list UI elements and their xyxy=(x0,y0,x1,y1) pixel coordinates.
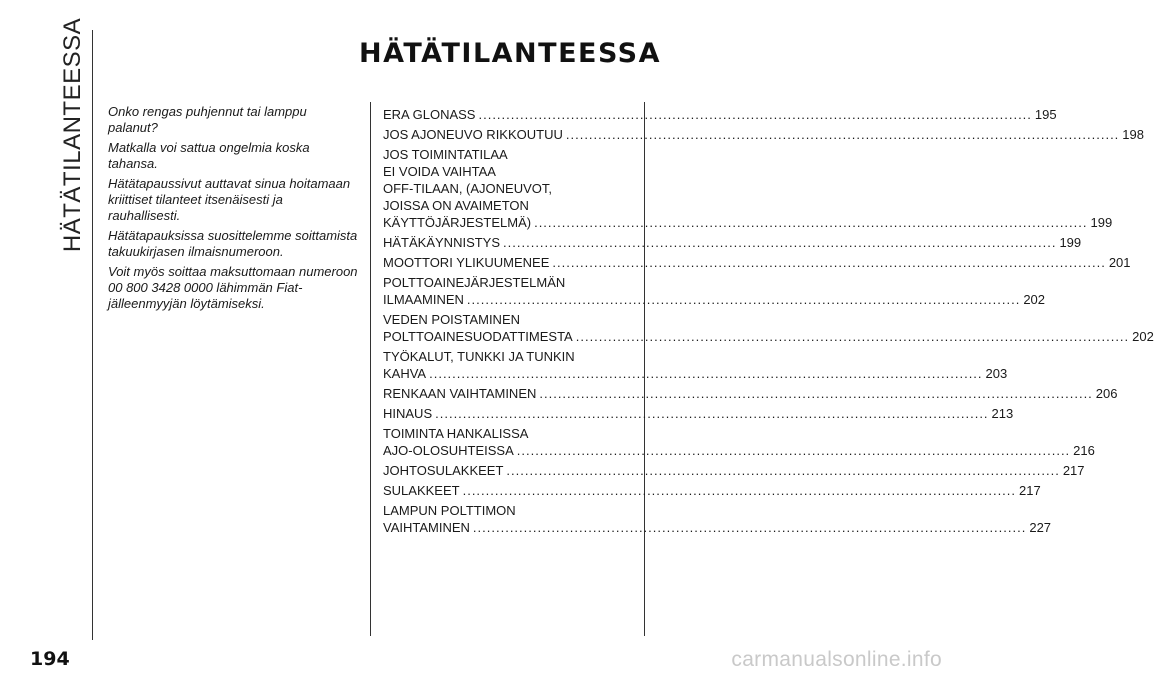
toc-page-number: 195 xyxy=(1034,107,1057,122)
toc-entry[interactable] xyxy=(383,425,1095,459)
toc-entry[interactable] xyxy=(383,462,1085,479)
intro-paragraph: Onko rengas puhjennut tai lamppu palanut? xyxy=(108,104,307,135)
toc-page-number: 199 xyxy=(1059,235,1082,250)
intro-paragraph: Matkalla voi sattua ongelmia koska tahansa. xyxy=(108,140,310,171)
toc-page-number: 217 xyxy=(1062,463,1085,478)
toc-page-number: 227 xyxy=(1029,520,1052,535)
toc-entry-line: ILMAAMINEN xyxy=(383,292,464,307)
table-of-contents xyxy=(383,106,1154,539)
toc-page-number: 198 xyxy=(1122,127,1144,142)
toc-entry[interactable] xyxy=(383,274,1046,308)
toc-entry-line: JOISSA ON AVAIMETON xyxy=(383,198,529,213)
toc-entry-line: RENKAAN VAIHTAMINEN xyxy=(383,386,537,401)
toc-entry-line: SULAKKEET xyxy=(383,483,460,498)
toc-dot-leader: ........................................................................................................................ xyxy=(516,443,1071,458)
intro-paragraph: Voit myös soittaa maksuttomaan numeroon 00 800 3428 0000 lähimmän Fiat-jälleenmyyjän löytämiseksi. xyxy=(108,264,358,311)
column-divider-left xyxy=(370,102,371,636)
toc-entry-line: POLTTOAINESUODATTIMESTA xyxy=(383,329,573,344)
toc-page-number: 216 xyxy=(1073,443,1095,458)
toc-entry[interactable] xyxy=(383,106,1057,123)
toc-entry-line: MOOTTORI YLIKUUMENEE xyxy=(383,255,550,270)
toc-entry-line: VAIHTAMINEN xyxy=(383,520,470,535)
toc-entry-line: TYÖKALUT, TUNKKI JA TUNKIN xyxy=(383,349,575,364)
toc-dot-leader: ........................................................................................................................ xyxy=(472,520,1027,535)
toc-dot-leader: ........................................................................................................................ xyxy=(435,406,989,421)
toc-entry-line: LAMPUN POLTTIMON xyxy=(383,503,516,518)
toc-entry[interactable] xyxy=(383,311,1154,345)
toc-entry-line: POLTTOAINEJÄRJESTELMÄN xyxy=(383,275,566,290)
toc-entry-line: HINAUS xyxy=(383,406,433,421)
toc-dot-leader: ........................................................................................................................ xyxy=(506,463,1060,478)
toc-entry[interactable] xyxy=(383,348,1008,382)
toc-dot-leader: ........................................................................................................................ xyxy=(575,329,1130,344)
toc-dot-leader: ........................................................................................................................ xyxy=(534,215,1088,230)
toc-entry-line: JOS TOIMINTATILAA xyxy=(383,147,508,162)
toc-dot-leader: ........................................................................................................................ xyxy=(565,127,1120,142)
toc-entry-line: HÄTÄKÄYNNISTYS xyxy=(383,235,501,250)
toc-entry-line: KÄYTTÖJÄRJESTELMÄ) xyxy=(383,215,532,230)
section-side-label xyxy=(58,17,88,253)
side-divider xyxy=(92,30,93,640)
toc-entry-line: JOHTOSULAKKEET xyxy=(383,463,504,478)
toc-page-number: 206 xyxy=(1095,386,1118,401)
toc-page-number: 201 xyxy=(1108,255,1131,270)
page-title: HÄTÄTILANTEESSA xyxy=(358,38,662,69)
toc-entry-line: ERA GLONASS xyxy=(383,107,476,122)
toc-page-number: 213 xyxy=(991,406,1014,421)
intro-paragraph: Hätätapauksissa suosittelemme soittamista takuukirjasen ilmaisnumeroon. xyxy=(108,228,358,259)
toc-entry-line: KAHVA xyxy=(383,366,427,381)
toc-entry-line: VEDEN POISTAMINEN xyxy=(383,312,521,327)
toc-entry[interactable] xyxy=(383,254,1131,271)
page-number: 194 xyxy=(30,648,70,670)
toc-entry-line: TOIMINTA HANKALISSA xyxy=(383,426,529,441)
toc-dot-leader: ........................................................................................................................ xyxy=(539,386,1093,401)
toc-dot-leader: ........................................................................................................................ xyxy=(462,483,1017,498)
toc-dot-leader: ........................................................................................................................ xyxy=(466,292,1021,307)
toc-entry[interactable] xyxy=(383,385,1118,402)
toc-entry[interactable] xyxy=(383,405,1014,422)
toc-dot-leader: ........................................................................................................................ xyxy=(478,107,1032,122)
watermark: carmanualsonline.info xyxy=(731,648,942,671)
toc-entry[interactable] xyxy=(383,126,1144,143)
intro-text xyxy=(108,104,358,316)
toc-page-number: 202 xyxy=(1023,292,1046,307)
toc-entry[interactable] xyxy=(383,482,1041,499)
toc-entry-line: EI VOIDA VAIHTAA xyxy=(383,164,496,179)
toc-page-number: 199 xyxy=(1090,215,1113,230)
toc-dot-leader: ........................................................................................................................ xyxy=(429,366,983,381)
section-side-label-text: HÄTÄTILANTEESSA xyxy=(59,17,86,253)
toc-page-number: 217 xyxy=(1019,483,1041,498)
toc-dot-leader: ........................................................................................................................ xyxy=(552,255,1106,270)
toc-entry[interactable] xyxy=(383,146,1113,231)
toc-page-number: 202 xyxy=(1132,329,1154,344)
toc-entry[interactable] xyxy=(383,234,1082,251)
toc-entry[interactable] xyxy=(383,502,1052,536)
toc-entry-line: OFF-TILAAN, (AJONEUVOT, xyxy=(383,181,553,196)
toc-entry-line: AJO-OLOSUHTEISSA xyxy=(383,443,514,458)
toc-entry-line: JOS AJONEUVO RIKKOUTUU xyxy=(383,127,563,142)
toc-page-number: 203 xyxy=(985,366,1008,381)
toc-dot-leader: ........................................................................................................................ xyxy=(503,235,1057,250)
intro-paragraph: Hätätapaussivut auttavat sinua hoitamaan kriittiset tilanteet itsenäisesti ja rauhallisesti. xyxy=(108,176,351,223)
